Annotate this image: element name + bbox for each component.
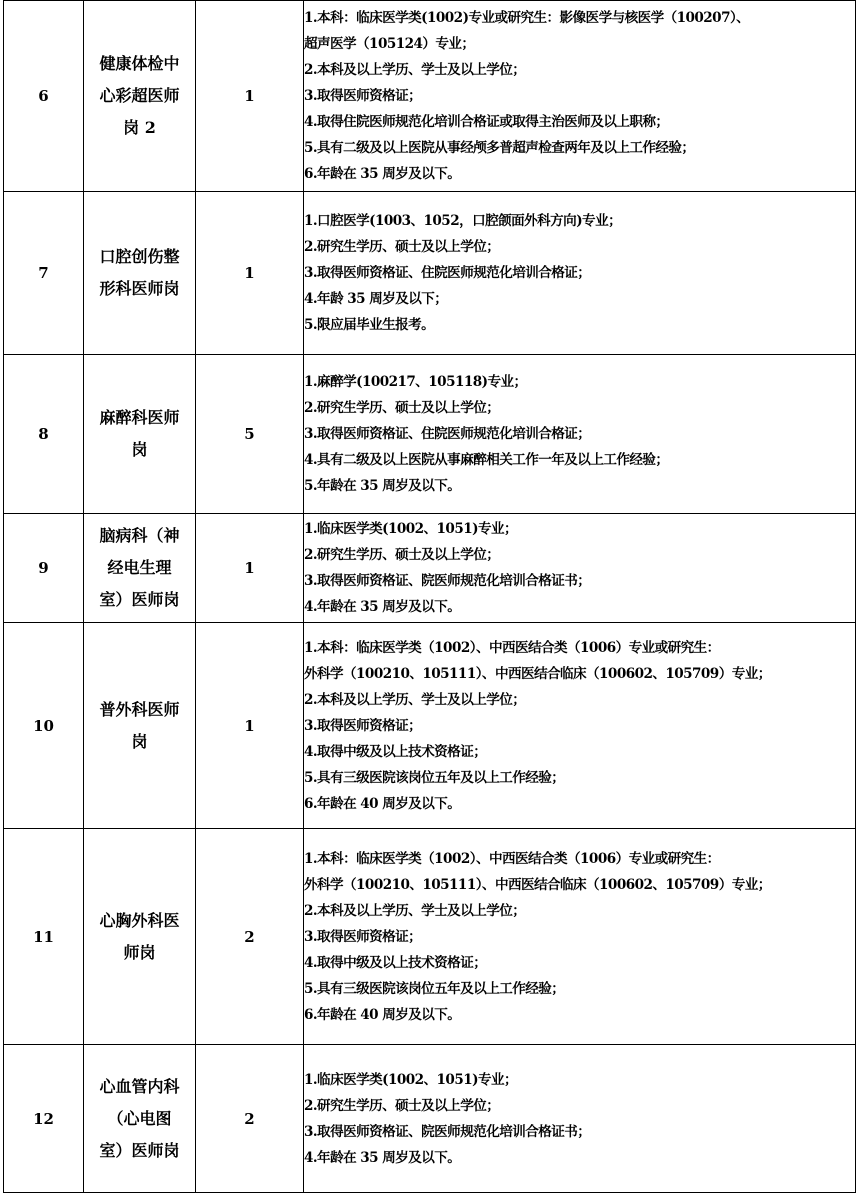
hiring-count: 2 [196,829,304,1045]
post-name-line: 脑病科（神 [99,526,180,545]
row-number: 9 [4,514,84,623]
requirement-line: 5.年龄在 35 周岁及以下。 [304,478,461,494]
post-name-line: 岗 2 [123,118,156,137]
hiring-count: 1 [196,623,304,829]
post-name-line: 健康体检中 [99,54,180,73]
requirement-line: 5.具有三级医院该岗位五年及以上工作经验； [304,769,565,786]
requirements-cell [304,829,856,1045]
requirement-line: 3.取得医师资格证； [304,88,422,104]
post-name [84,192,196,355]
post-name-line: 口腔创伤整 [99,247,180,266]
table-row [4,1045,856,1193]
post-name-line: 心彩超医师 [99,86,180,105]
requirement-line: 6.年龄在 40 周岁及以下。 [304,795,461,812]
hiring-count: 1 [196,1,304,192]
requirement-line: 1.临床医学类(1002、1051)专业； [304,1071,517,1088]
requirement-line: 1.本科：临床医学类（1002）、中西医结合类（1006）专业或研究生： [304,850,720,867]
row-number: 7 [4,192,84,355]
requirement-line: 2.研究生学历、硕士及以上学位； [304,239,500,255]
requirement-line: 3.取得医师资格证、院医师规范化培训合格证书； [304,1123,591,1140]
requirements-cell [304,514,856,623]
requirements-cell [304,1,856,192]
post-name [84,355,196,514]
table-body [4,1,856,1193]
requirement-line: 2.本科及以上学历、学士及以上学位； [304,902,526,919]
post-name-line: 麻醉科医师 [99,408,180,427]
requirement-line: 1.口腔医学(1003、1052，口腔颌面外科方向)专业； [304,213,622,229]
post-name-line: 心胸外科医 [99,910,180,930]
requirement-line: 1.临床医学类(1002、1051)专业； [304,521,517,537]
table-row [4,192,856,355]
requirement-line: 3.取得医师资格证； [304,928,422,945]
post-name [84,829,196,1045]
requirement-line: 2.研究生学历、硕士及以上学位； [304,547,500,563]
post-name [84,623,196,829]
post-name-line: 岗 [131,731,148,751]
post-name-line: 形科医师岗 [99,279,180,298]
requirement-line: 3.取得医师资格证、住院医师规范化培训合格证； [304,426,591,442]
row-number: 10 [4,623,84,829]
requirement-line: 3.取得医师资格证、住院医师规范化培训合格证； [304,265,591,281]
requirement-line: 4.年龄在 35 周岁及以下。 [304,599,461,615]
requirement-line: 2.本科及以上学历、学士及以上学位； [304,62,526,78]
requirement-line: 4.取得中级及以上技术资格证； [304,743,487,760]
post-name [84,1,196,192]
post-name-line: 普外科医师 [99,699,180,719]
requirement-line: 超声医学（105124）专业； [304,36,475,52]
table-row [4,829,856,1045]
post-name-line: 师岗 [123,942,156,962]
requirement-line: 2.研究生学历、硕士及以上学位； [304,400,500,416]
requirement-line: 4.取得中级及以上技术资格证； [304,954,487,971]
requirement-line: 4.年龄 35 周岁及以下； [304,291,448,307]
table-row [4,623,856,829]
requirements-cell [304,192,856,355]
post-name-line: 室）医师岗 [99,1140,180,1160]
requirement-line: 外科学（100210、105111）、中西医结合临床（100602、105709）专业； [304,665,771,682]
requirement-line: 6.年龄在 40 周岁及以下。 [304,1006,461,1023]
requirement-line: 5.具有三级医院该岗位五年及以上工作经验； [304,980,565,997]
row-number: 12 [4,1045,84,1193]
requirement-line: 6.年龄在 35 周岁及以下。 [304,166,461,182]
post-name [84,514,196,623]
table-row [4,1,856,192]
requirement-line: 3.取得医师资格证； [304,717,422,734]
row-number: 8 [4,355,84,514]
hiring-count: 2 [196,1045,304,1193]
requirement-line: 5.限应届毕业生报考。 [304,317,435,333]
hiring-count: 1 [196,192,304,355]
post-name [84,1045,196,1193]
requirement-line: 2.研究生学历、硕士及以上学位； [304,1097,500,1114]
row-number: 11 [4,829,84,1045]
requirement-line: 2.本科及以上学历、学士及以上学位； [304,691,526,708]
requirement-line: 4.年龄在 35 周岁及以下。 [304,1149,461,1166]
requirements-cell [304,623,856,829]
recruitment-table [3,0,856,1193]
requirements-cell [304,1045,856,1193]
row-number: 6 [4,1,84,192]
post-name-line: 经电生理 [107,558,172,577]
hiring-count: 1 [196,514,304,623]
requirements-cell [304,355,856,514]
requirement-line: 1.麻醉学(100217、105118)专业； [304,374,527,390]
post-name-line: （心电图 [107,1108,172,1128]
hiring-count: 5 [196,355,304,514]
requirement-line: 5.具有二级及以上医院从事经颅多普超声检查两年及以上工作经验； [304,140,695,156]
post-name-line: 心血管内科 [99,1076,180,1096]
post-name-line: 岗 [131,440,148,459]
table-row [4,355,856,514]
requirement-line: 1.本科：临床医学类(1002)专业或研究生：影像医学与核医学（100207）、 [304,10,750,26]
requirement-line: 4.取得住院医师规范化培训合格证或取得主治医师及以上职称； [304,114,669,130]
table-row [4,514,856,623]
requirement-line: 3.取得医师资格证、院医师规范化培训合格证书； [304,573,591,589]
requirement-line: 外科学（100210、105111）、中西医结合临床（100602、105709）专业； [304,876,771,893]
requirement-line: 4.具有二级及以上医院从事麻醉相关工作一年及以上工作经验； [304,452,669,468]
post-name-line: 室）医师岗 [99,590,180,609]
requirement-line: 1.本科：临床医学类（1002）、中西医结合类（1006）专业或研究生： [304,639,720,656]
